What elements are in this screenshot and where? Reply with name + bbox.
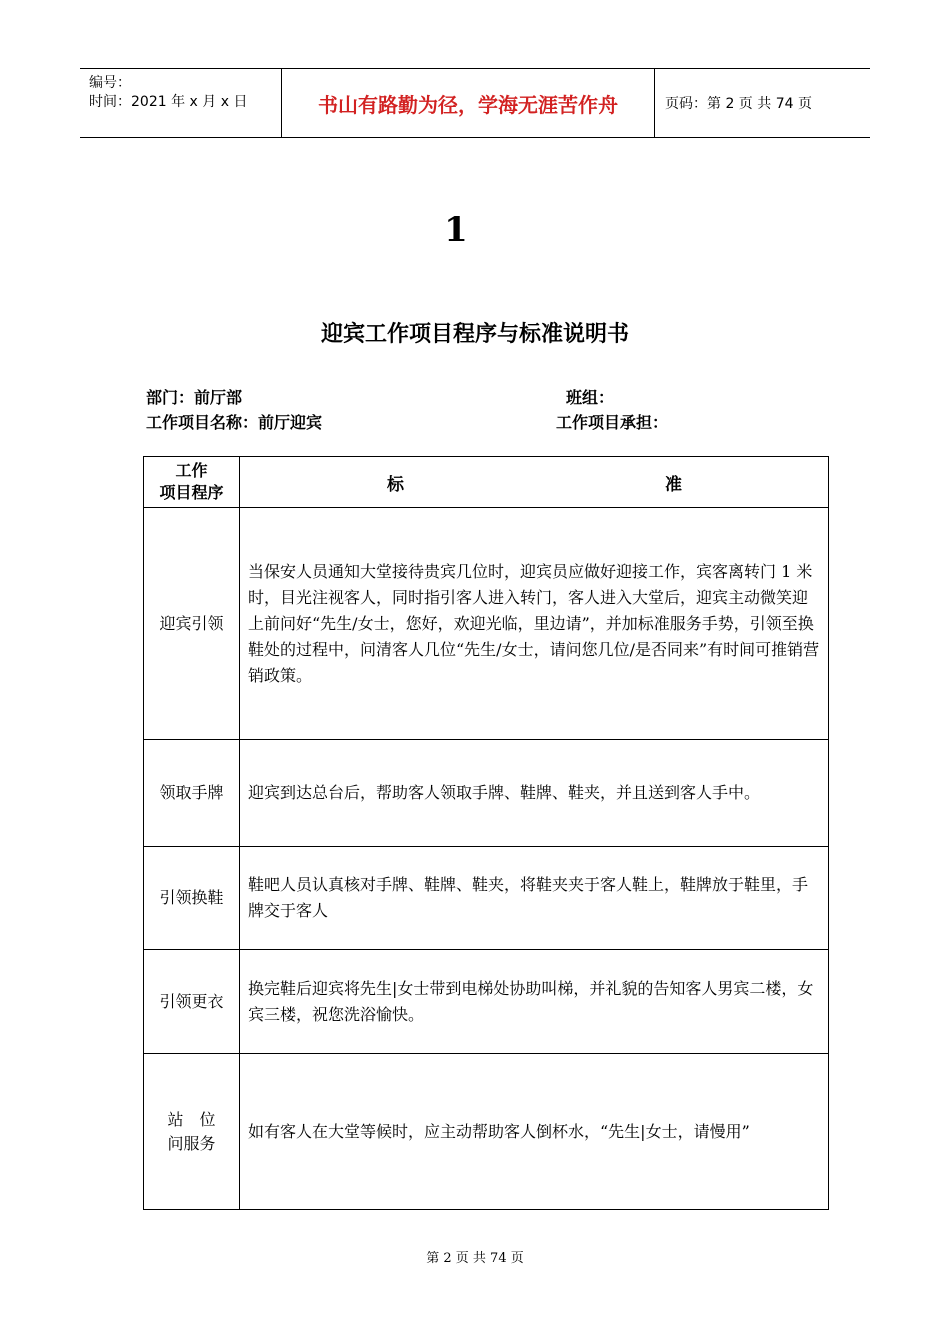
table-row-step: 领取手牌 <box>159 783 224 802</box>
column-header-step <box>144 457 239 507</box>
table-row-standard-text: 鞋吧人员认真核对手牌、鞋牌、鞋夹，将鞋夹夹于客人鞋上，鞋牌放于鞋里，手牌交于客人 <box>248 875 809 920</box>
page-footer: 第 2 页 共 74 页 <box>426 1251 524 1266</box>
table-row-standard-text: 迎宾到达总台后，帮助客人领取手牌、鞋牌、鞋夹，并且送到客人手中。 <box>248 783 761 802</box>
table-row-standard <box>248 1054 822 1209</box>
column-header-step-line2: 项目程序 <box>159 483 224 502</box>
project-owner-label: 工作项目承担： <box>556 413 669 432</box>
header-motto: 书山有路勤为径，学海无涯苦作舟 <box>318 92 618 117</box>
column-header-step-line1: 工作 <box>175 461 208 480</box>
table-row-step: 迎宾引领 <box>159 613 224 633</box>
page-header <box>80 68 870 138</box>
department-label: 部门：前厅部 <box>146 388 243 407</box>
table-row-standard <box>248 740 822 846</box>
table-row-step-line2: 问服务 <box>167 1133 216 1153</box>
table-row-step <box>144 1054 239 1209</box>
table-row-standard-text: 如有客人在大堂等候时，应主动帮助客人倒杯水，“先生|女士，请慢用” <box>248 1121 750 1141</box>
table-row-step: 引领换鞋 <box>159 888 224 907</box>
table-row-standard-text: 换完鞋后迎宾将先生|女士带到电梯处协助叫梯，并礼貌的告知客人男宾二楼，女宾三楼，祝您洗浴愉快。 <box>248 978 814 1024</box>
table-row-step: 引领更衣 <box>159 991 224 1011</box>
table-row-standard <box>248 950 822 1053</box>
column-header-standard-b: 准 <box>665 474 682 495</box>
column-divider <box>239 457 240 1209</box>
team-label: 班组： <box>566 388 615 407</box>
page-number-label: 页码：第 2 页 共 74 页 <box>665 96 812 112</box>
column-header-standard-a: 标 <box>387 474 404 495</box>
table-row-standard <box>248 508 822 739</box>
header-divider <box>654 69 655 137</box>
header-meta <box>80 69 280 137</box>
number-label: 编号： <box>89 75 131 91</box>
table-row-standard-text: 当保安人员通知大堂接待贵宾几位时，迎宾员应做好迎接工作，宾客离转门 1 米时，目光注视客人，同时指引客人进入转门，客人进入大堂后，迎宾主动微笑迎上前问好“先生/女士，您好，欢迎光临，里边请”，并加标准服务手势，引领至换鞋处的过程中，问清客人几位“先生/女士，请问您几位/是否同来”有时间可推销营销政策。 <box>248 561 820 685</box>
time-label: 时间：2021 年 x 月 x 日 <box>89 94 248 110</box>
table-row-step-line1: 站 位 <box>167 1109 216 1129</box>
document-title: 迎宾工作项目程序与标准说明书 <box>320 321 629 347</box>
chapter-number: 1 <box>444 210 468 250</box>
procedure-table <box>143 456 829 1210</box>
table-row-standard <box>248 847 822 949</box>
project-name-label: 工作项目名称：前厅迎宾 <box>146 413 323 432</box>
